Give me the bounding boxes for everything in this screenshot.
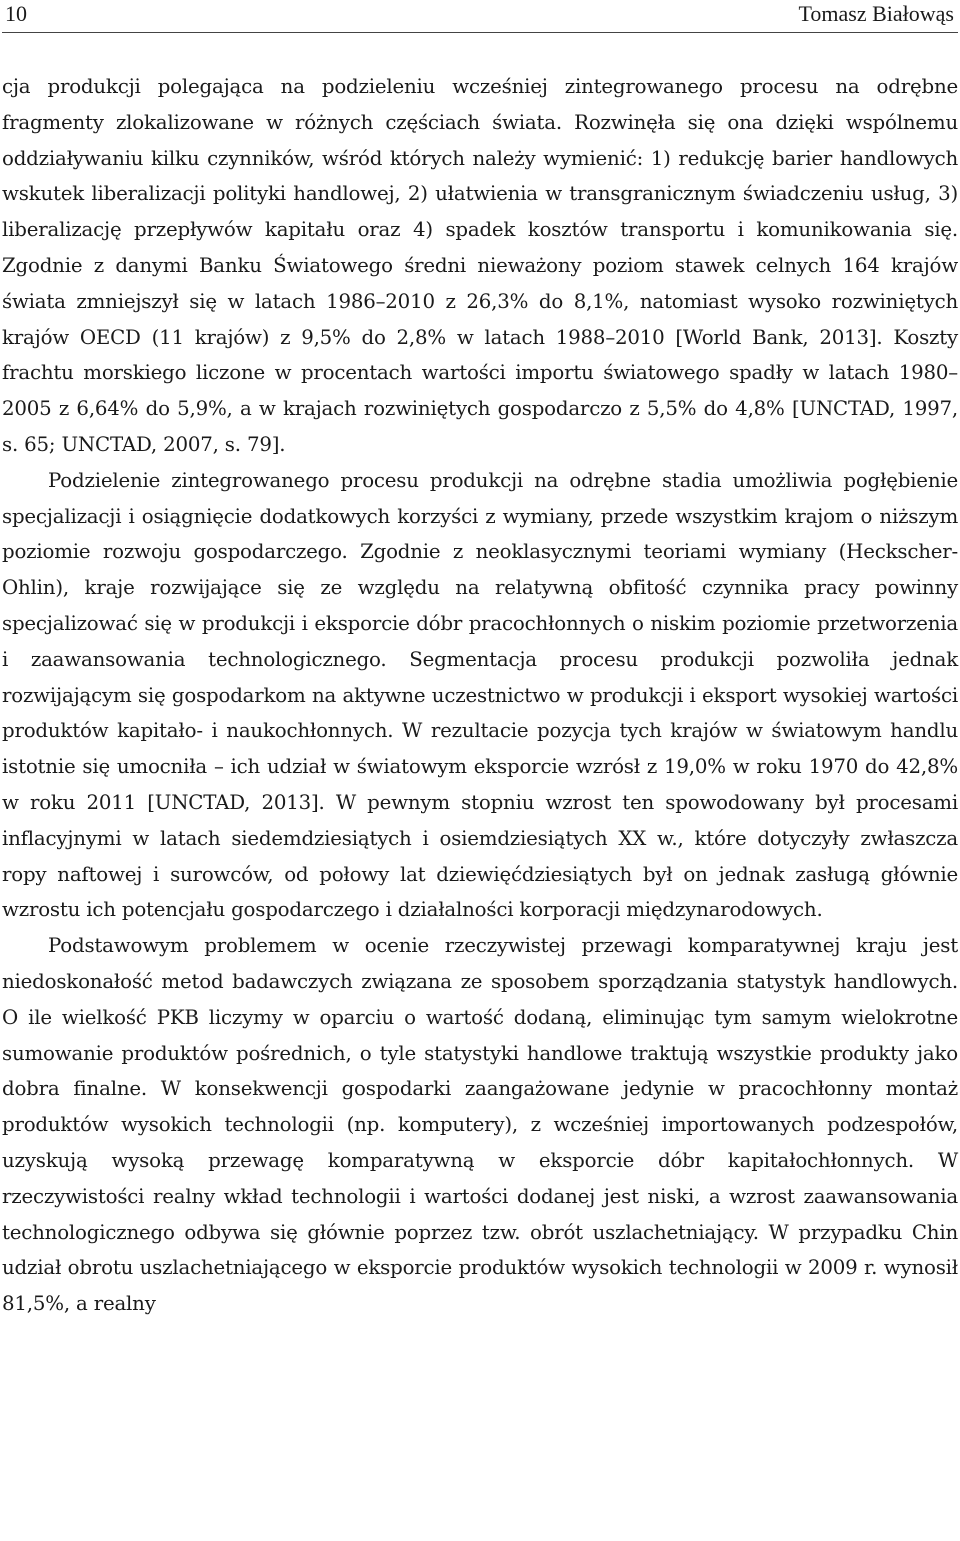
running-header bbox=[2, 0, 958, 33]
paragraph-2: Podzielenie zintegrowanego procesu produkcji na odrębne stadia umożliwia pogłębienie specjalizacji i osiągnięcie dodatkowych korzyści z wymiany, przede wszystkim krajom o niższym poziomie rozwoju gospodarczego. Zgodnie z neoklasycznymi teoriami wymiany (Heckscher-Ohlin), kraje rozwijające się ze względu na relatywną obfitość czynnika pracy powinny specjalizować się w produkcji i eksporcie dóbr pracochłonnych o niskim poziomie przetworzenia i zaawansowania technologicznego. Segmentacja procesu produkcji pozwoliła jednak rozwijającym się gospodarkom na aktywne uczestnictwo w produkcji i eksport wysokiej wartości produktów kapitało- i naukochłonnych. W rezultacie pozycja tych krajów w światowym handlu istotnie się umocniła – ich udział w światowym eksporcie wzrósł z 19,0% w roku 1970 do 42,8% w roku 2011 [UNCTAD, 2013]. W pewnym stopniu wzrost ten spowodowany był procesami inflacyjnymi w latach siedemdziesiątych i osiemdziesiątych XX w., które dotyczyły zwłaszcza ropy naftowej i surowców, od połowy lat dziewięćdziesiątych był on jednak zasługą głównie wzrostu ich potencjału gospodarczego i działalności korporacji międzynarodowych. bbox=[2, 468, 958, 922]
running-head-author: Tomasz Białowąs bbox=[798, 1, 954, 26]
paragraph-1: cja produkcji polegająca na podzieleniu wcześniej zintegrowanego procesu na odrębne fragmenty zlokalizowane w różnych częściach świata. Rozwinęła się ona dzięki wspólnemu oddziaływaniu kilku czynników, wśród których należy wymienić: 1) redukcję barier handlowych wskutek liberalizacji polityki handlowej, 2) ułatwienia w transgranicznym świadczeniu usług, 3) liberalizację przepływów kapitału oraz 4) spadek kosztów transportu i komunikowania się. Zgodnie z danymi Banku Światowego średni nieważony poziom stawek celnych 164 krajów świata zmniejszył się w latach 1986–2010 z 26,3% do 8,1%, natomiast wysoko rozwiniętych krajów OECD (11 krajów) z 9,5% do 2,8% w latach 1988–2010 [World Bank, 2013]. Koszty frachtu morskiego liczone w procentach wartości importu światowego spadły w latach 1980–2005 z 6,64% do 5,9%, a w krajach rozwiniętych gospodarczo z 5,5% do 4,8% [UNCTAD, 1997, s. 65; UNCTAD, 2007, s. 79]. bbox=[2, 75, 958, 456]
page-number: 10 bbox=[5, 1, 27, 26]
body-text bbox=[2, 69, 958, 1322]
paragraph-3: Podstawowym problemem w ocenie rzeczywistej przewagi komparatywnej kraju jest niedoskonałość metod badawczych związana ze sposobem sporządzania statystyk handlowych. O ile wielkość PKB liczymy w oparciu o wartość dodaną, eliminując tym samym wielokrotne sumowanie produktów pośrednich, o tyle statystyki handlowe traktują wszystkie produkty jako dobra finalne. W konsekwencji gospodarki zaangażowane jedynie w pracochłonny montaż produktów wysokich technologii (np. komputery), z wcześniej importowanych podzespołów, uzyskują wysoką przewagę komparatywną w eksporcie dóbr kapitałochłonnych. W rzeczywistości realny wkład technologii i wartości dodanej jest niski, a wzrost zaawansowania technologicznego odbywa się głównie poprzez tzw. obrót uszlachetniający. W przypadku Chin udział obrotu uszlachetniającego w eksporcie produktów wysokich technologii w 2009 r. wynosił 81,5%, a realny bbox=[2, 934, 958, 1316]
